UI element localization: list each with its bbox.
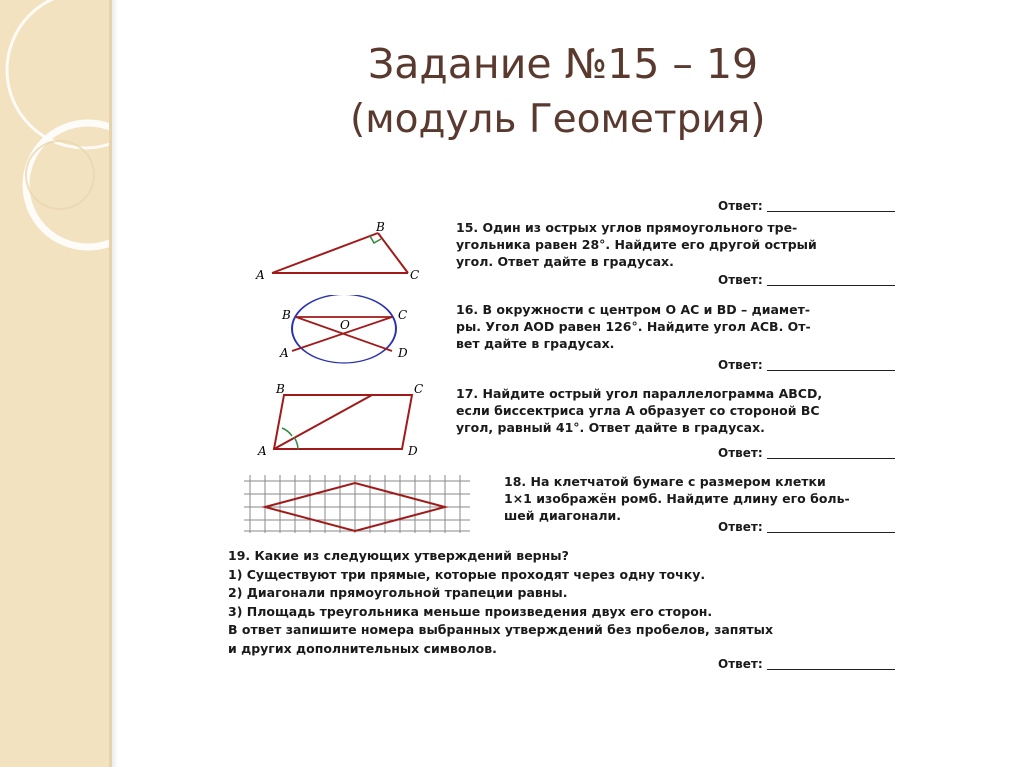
point-label-b: B — [282, 308, 291, 322]
task16-answer — [718, 358, 895, 372]
point-label-o: O — [340, 318, 350, 332]
vertex-label-c: C — [414, 383, 424, 396]
vertex-label-c: C — [410, 268, 420, 282]
slide-title — [290, 36, 930, 148]
answer-label: Ответ: — [718, 657, 763, 671]
task17-line-2: если биссектриса угла А образует со стороной ВС — [456, 403, 820, 418]
vertex-label-b: B — [376, 221, 385, 234]
triangle-side-ab — [272, 233, 378, 273]
task19-option-1: 1) Существуют три прямые, которые проходят через одну точку. — [228, 566, 706, 582]
triangle-side-bc — [378, 233, 408, 273]
task17-line-3: угол, равный 41°. Ответ дайте в градусах. — [456, 420, 765, 435]
task15-text — [456, 219, 817, 270]
task15-triangle-figure — [250, 221, 430, 283]
task16-line-3: вет дайте в градусах. — [456, 336, 615, 351]
vertex-label-d: D — [408, 444, 418, 458]
task19-question: Какие из следующих утверждений верны? — [254, 548, 569, 563]
task18-grid-rhombus-figure — [244, 475, 474, 533]
task17-parallelogram-figure — [254, 383, 424, 461]
task17-number: 17. — [456, 386, 479, 401]
task19-option-2: 2) Диагонали прямоугольной трапеции равны. — [228, 585, 568, 600]
answer-label: Ответ: — [718, 273, 763, 287]
vertex-label-b: B — [276, 383, 285, 396]
angle-arc-a2 — [282, 428, 292, 436]
vertex-label-a: A — [256, 268, 265, 282]
decorative-sidebar — [0, 0, 112, 767]
task15-line-2: угольника равен 28°. Найдите его другой острый — [456, 237, 817, 252]
vertex-label-a: A — [258, 444, 267, 458]
answer-blank — [767, 458, 895, 459]
task16-number: 16. — [456, 302, 479, 317]
task17-text — [456, 385, 822, 436]
task15-answer — [718, 273, 895, 287]
point-label-c: C — [398, 308, 408, 322]
task15-line-3: угол. Ответ дайте в градусах. — [456, 254, 674, 269]
task19-instruction-2: и других дополнительных символов. — [228, 640, 497, 656]
answer-label: Ответ: — [718, 520, 763, 534]
task16-line-2: ры. Угол AOD равен 126°. Найдите угол АСВ. От- — [456, 319, 811, 334]
answer-blank — [767, 211, 895, 212]
task19-instruction-1: В ответ запишите номера выбранных утверждений без пробелов, запятых — [228, 622, 774, 637]
title-line-1: Задание №15 – 19 — [368, 40, 759, 88]
right-angle-mark — [370, 236, 381, 243]
parallelogram-abcd — [274, 395, 412, 449]
task18-number: 18. — [504, 474, 527, 489]
answer-blank — [767, 532, 895, 533]
answer-line-top — [718, 199, 895, 213]
decorative-rings — [0, 0, 112, 767]
task17-line-1: Найдите острый угол параллелограмма ABCD, — [482, 386, 823, 401]
task19-number: 19. — [228, 548, 251, 563]
task15-number: 15. — [456, 220, 479, 235]
answer-blank — [767, 669, 895, 670]
answer-label: Ответ: — [718, 446, 763, 460]
task17-answer — [718, 446, 895, 460]
task16-line-1: В окружности с центром О АС и BD – диамет- — [482, 302, 811, 317]
task19-answer — [718, 657, 895, 671]
answer-label: Ответ: — [718, 358, 763, 372]
bisector-line — [274, 395, 372, 449]
task18-line-1: На клетчатой бумаге с размером клетки — [530, 474, 826, 489]
title-line-2: (модуль Геометрия) — [350, 97, 766, 142]
task18-answer — [718, 520, 895, 534]
answer-label: Ответ: — [718, 199, 763, 213]
task18-line-3: шей диагонали. — [504, 508, 622, 523]
sidebar-shadow — [112, 0, 118, 767]
task19-option-3: 3) Площадь треугольника меньше произведения двух его сторон. — [228, 603, 713, 619]
task-sheet — [210, 195, 935, 685]
task19-block — [228, 547, 940, 658]
answer-blank — [767, 285, 895, 286]
task15-line-1: Один из острых углов прямоугольного тре- — [482, 220, 798, 235]
answer-blank — [767, 370, 895, 371]
angle-arc-a — [294, 437, 298, 449]
task16-text — [456, 301, 811, 352]
point-label-d: D — [398, 346, 408, 360]
task18-line-2: 1×1 изображён ромб. Найдите длину его боль- — [504, 491, 850, 506]
task16-circle-figure — [262, 295, 422, 367]
point-label-a: A — [280, 346, 289, 360]
task18-text — [504, 473, 850, 524]
